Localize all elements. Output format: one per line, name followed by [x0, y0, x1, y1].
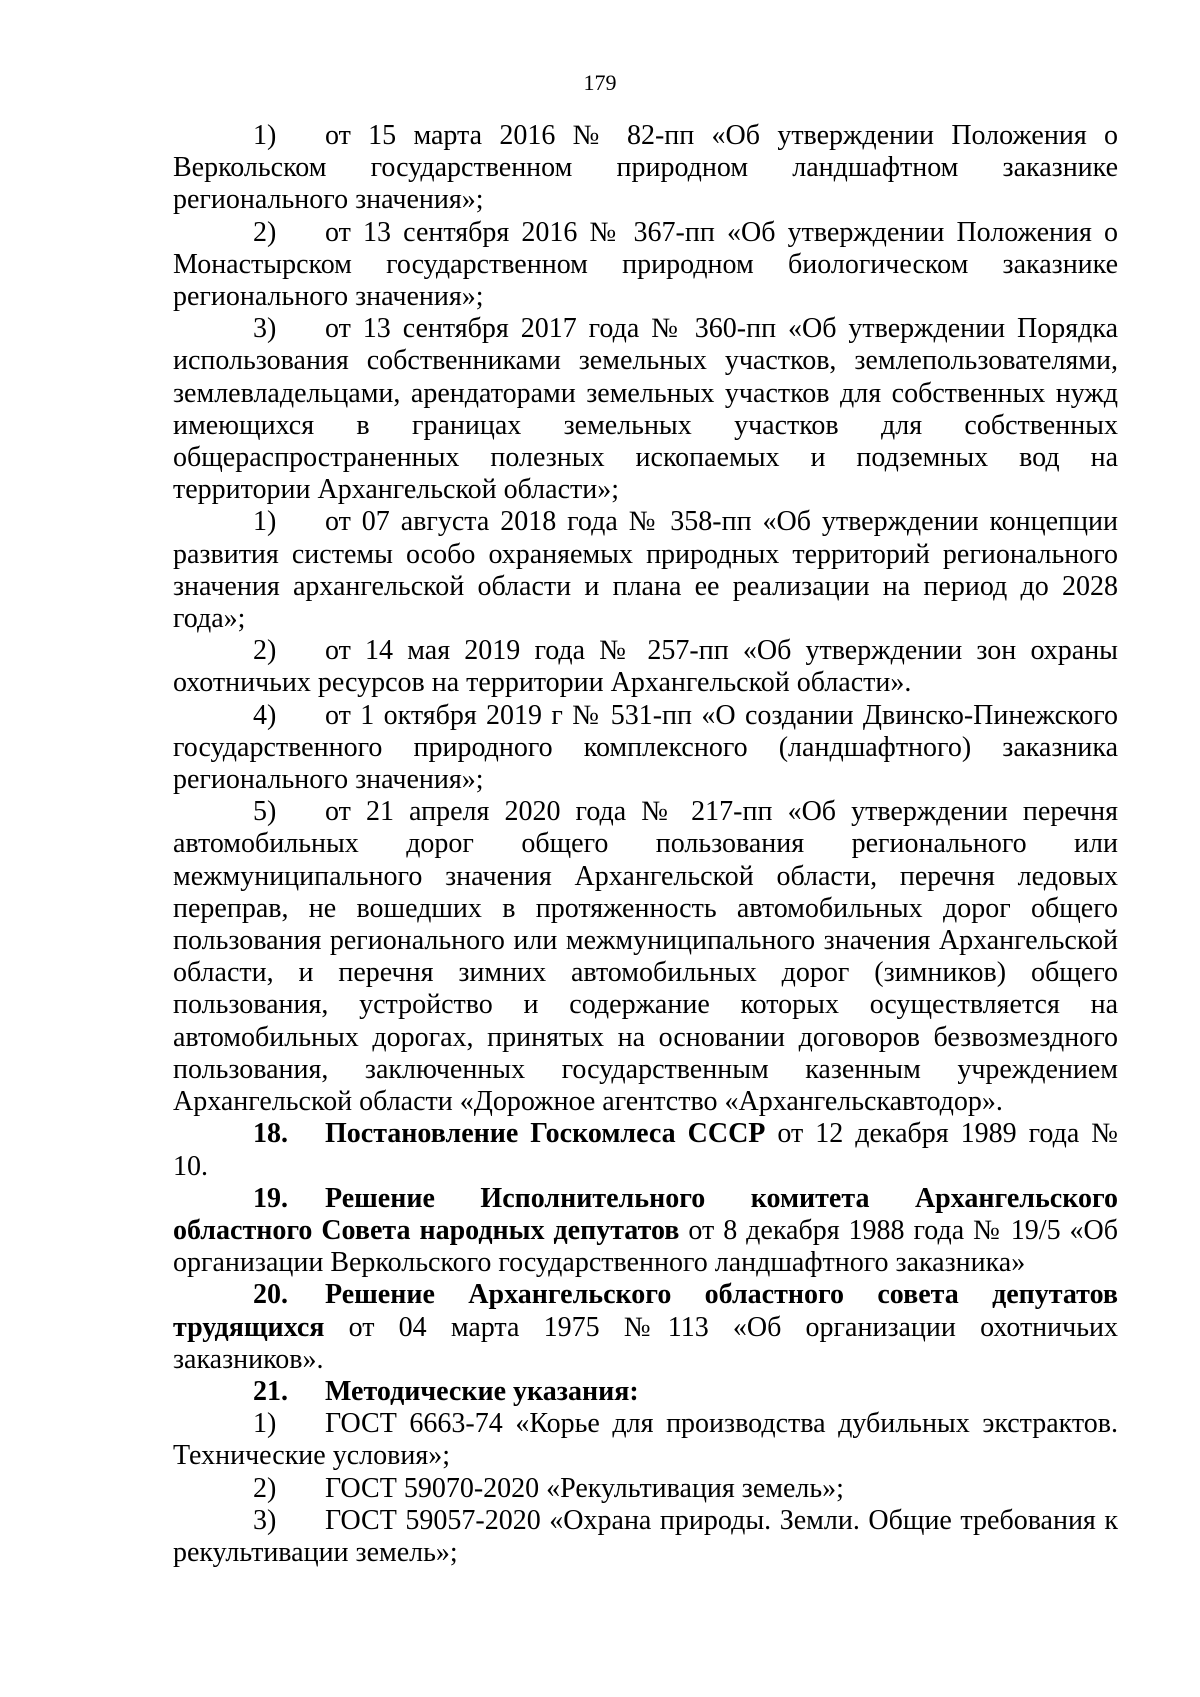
item-text: от 14 мая 2019 года № 257-пп «Об утверждении зон охраны охотничьих ресурсов на территории Архангельской области».	[173, 635, 1118, 699]
list-item	[173, 506, 1118, 635]
list-item	[173, 313, 1118, 506]
item-text: ГОСТ 6663-74 «Корье для производства дубильных экстрактов. Технические условия»;	[173, 1408, 1118, 1472]
item-number: 1)	[253, 1408, 277, 1440]
list-item	[173, 700, 1118, 797]
document-body	[173, 120, 1118, 1569]
section-number: 19.	[253, 1182, 288, 1214]
item-number: 2)	[253, 1472, 277, 1504]
item-number: 2)	[253, 635, 277, 667]
item-text: от 13 сентября 2016 № 367-пп «Об утверждении Положения о Монастырском государственном природном биологическом заказнике регионального значения»;	[173, 216, 1118, 313]
page-number: 179	[583, 70, 617, 95]
section-title: Постановление Госкомлеса СССР	[325, 1118, 766, 1150]
section-text: от 8 декабря 1988 года № 19/5 «Об организации Веркольского государственного ландшафтного заказника»	[173, 1214, 1118, 1279]
section-text: от 04 марта 1975 №113 «Об организации охотничьих заказников».	[173, 1311, 1118, 1375]
section-title: Решение Исполнительного комитета Архангельского областного Совета народных депутатов	[173, 1182, 1118, 1246]
section-number: 21.	[253, 1375, 288, 1407]
section-item	[173, 1118, 1118, 1182]
item-number: 3)	[253, 1504, 277, 1536]
item-text: от 21 апреля 2020 года № 217-пп «Об утверждении перечня автомобильных дорог общего пользования регионального или межмуниципального значения Архангельской области, перечня ледовых переправ, не вошедших в протяженность автомобильных дорог общего пользования регионального или межмуниципального значения Архангельской области, и перечня зимних автомобильных дорог (зимников) общего пользования, устройство и содержание которых осуществляется на автомобильных дорогах, принятых на основании договоров безвозмездного пользования, заключенных государственным казенным учреждением Архангельской области «Дорожное агентство «Архангельскавтодор».	[173, 796, 1118, 1118]
section-item	[173, 1183, 1118, 1280]
item-text: от 15 марта 2016 № 82-пп «Об утверждении Положения о Веркольском государственном природном ландшафтном заказнике регионального значения»;	[173, 120, 1118, 216]
item-number: 4)	[253, 699, 277, 731]
item-number: 3)	[253, 313, 277, 345]
section-title: Решение Архангельского областного совета депутатов трудящихся	[173, 1279, 1118, 1343]
list-item	[173, 120, 1118, 217]
list-item	[173, 1505, 1118, 1569]
section-number: 20.	[253, 1279, 288, 1311]
item-number: 1)	[253, 506, 277, 538]
item-number: 1)	[253, 120, 277, 151]
item-text: от 1 октября 2019 г № 531-пп «О создании Двинско-Пинежского государственного природного комплексного (ландшафтного) заказника регионального значения»;	[173, 699, 1118, 796]
section-text: от 12 декабря 1989 года № 10.	[173, 1118, 1118, 1182]
list-item	[173, 796, 1118, 1118]
list-item	[173, 635, 1118, 699]
item-text: ГОСТ 59057-2020 «Охрана природы. Земли. Общие требования к рекультивации земель»;	[173, 1504, 1118, 1568]
item-number: 5)	[253, 796, 277, 828]
section-number: 18.	[253, 1118, 288, 1150]
section-title: Методические указания:	[325, 1375, 639, 1407]
item-text: от 13 сентября 2017 года № 360-пп «Об утверждении Порядка использования собственниками земельных участков, землепользователями, землевладельцами, арендаторами земельных участков для собственных нужд имеющихся в границах земельных участков для собственных общераспространенных полезных ископаемых и подземных вод на территории Архангельской области»;	[173, 313, 1118, 506]
item-text: ГОСТ 59070-2020 «Рекультивация земель»;	[325, 1472, 844, 1504]
item-text: от 07 августа 2018 года № 358-пп «Об утверждении концепции развития системы особо охраняемых природных территорий регионального значения архангельской области и плана ее реализации на период до 2028 года»;	[173, 506, 1118, 635]
item-number: 2)	[253, 216, 277, 248]
list-item	[173, 217, 1118, 314]
section-item	[173, 1279, 1118, 1376]
list-item	[173, 1473, 1118, 1505]
section-item	[173, 1376, 1118, 1408]
list-item	[173, 1408, 1118, 1472]
